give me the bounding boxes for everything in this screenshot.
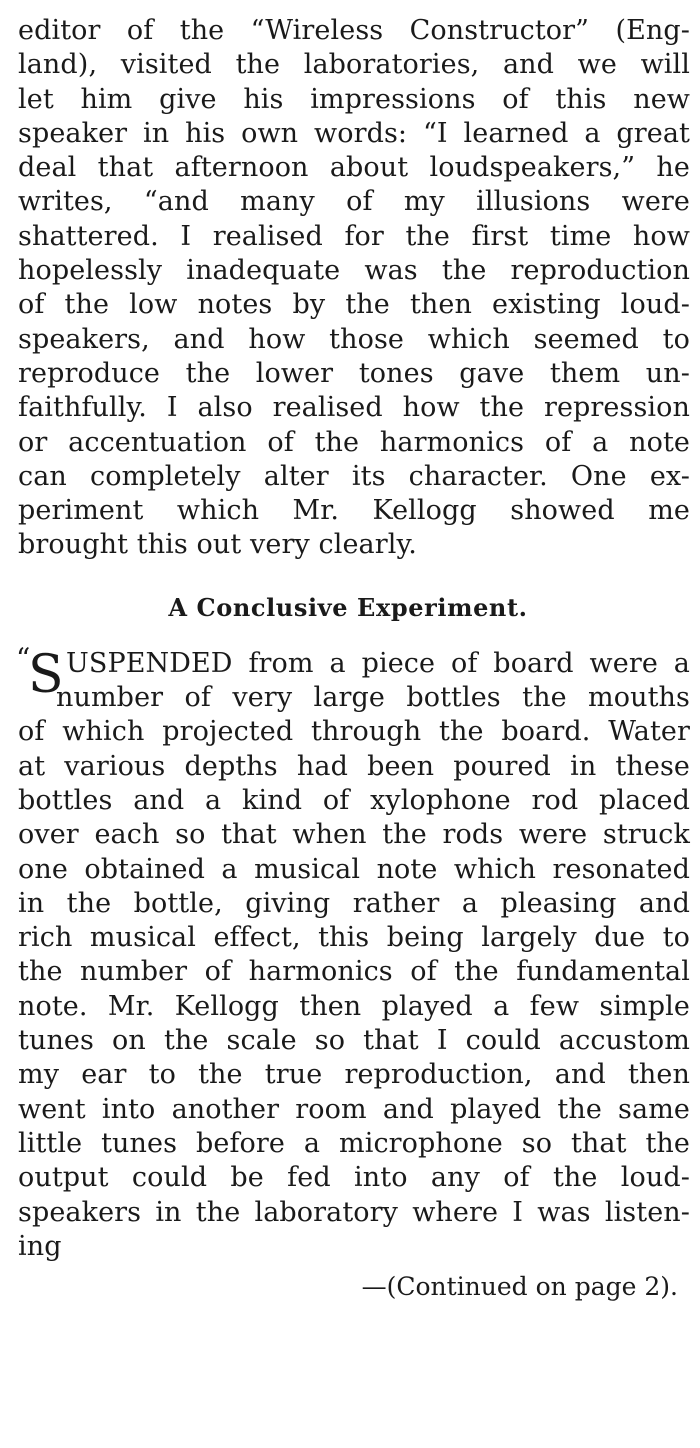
text-line: speakers in the laboratory where I was listen- — [18, 1196, 690, 1228]
text-line: let him give his impressions of this new — [18, 83, 690, 115]
paragraph-1 — [18, 14, 690, 563]
text-line: writes, “and many of my illusions were — [18, 186, 690, 218]
text-line: deal that afternoon about loudspeakers,” he — [18, 152, 690, 184]
text-line: one obtained a musical note which resonated — [18, 853, 690, 885]
first-line-text: USPENDED from a piece of board were a — [66, 647, 690, 679]
text-line: little tunes before a microphone so that the — [18, 1127, 690, 1159]
text-line: tunes on the scale so that I could accustom — [18, 1025, 690, 1057]
text-line: note. Mr. Kellogg then played a few simple — [18, 990, 690, 1022]
text-line: output could be fed into any of the loud- — [18, 1162, 690, 1194]
spacer — [18, 563, 690, 591]
text-line: over each so that when the rods were struck — [18, 819, 690, 851]
spacer — [18, 625, 690, 647]
text-line: faithfully. I also realised how the repression — [18, 392, 690, 424]
text-line: shattered. I realised for the first time how — [18, 220, 690, 252]
text-line: hopelessly inadequate was the reproduction — [18, 255, 690, 287]
drop-cap: S — [28, 644, 64, 705]
paragraph-2 — [16, 641, 690, 1264]
text-line: ing — [18, 1230, 62, 1262]
text-line: of the low notes by the then existing loud- — [18, 289, 690, 321]
text-line: periment which Mr. Kellogg showed me — [18, 495, 690, 527]
text-line: brought this out very clearly. — [18, 529, 417, 561]
text-line: of which projected through the board. Water — [18, 716, 690, 748]
text-line: land), visited the laboratories, and we will — [18, 49, 690, 81]
text-line: the number of harmonics of the fundamental — [18, 956, 690, 988]
section-heading: A Conclusive Experiment. — [168, 592, 528, 622]
text-line: went into another room and played the same — [18, 1093, 690, 1125]
text-line: can completely alter its character. One ex- — [18, 460, 690, 492]
text-line: or accentuation of the harmonics of a note — [18, 426, 690, 458]
text-line: in the bottle, giving rather a pleasing and — [18, 887, 690, 919]
text-line: rich musical effect, this being largely due to — [18, 922, 690, 954]
text-line: my ear to the true reproduction, and then — [18, 1059, 690, 1091]
text-line: editor of the “Wireless Constructor” (Eng- — [18, 15, 690, 46]
text-line: number of very large bottles the mouths — [56, 682, 690, 714]
text-line: reproduce the lower tones gave them un- — [18, 357, 690, 389]
opening-quote: “ — [16, 641, 31, 675]
text-line: bottles and a kind of xylophone rod placed — [18, 784, 690, 816]
article-column — [18, 14, 690, 1304]
text-line: speaker in his own words: “I learned a great — [18, 117, 690, 149]
continued-note: —(Continued on page 2). — [361, 1272, 678, 1302]
text-line: at various depths had been poured in these — [18, 750, 690, 782]
text-line: speakers, and how those which seemed to — [18, 323, 690, 355]
